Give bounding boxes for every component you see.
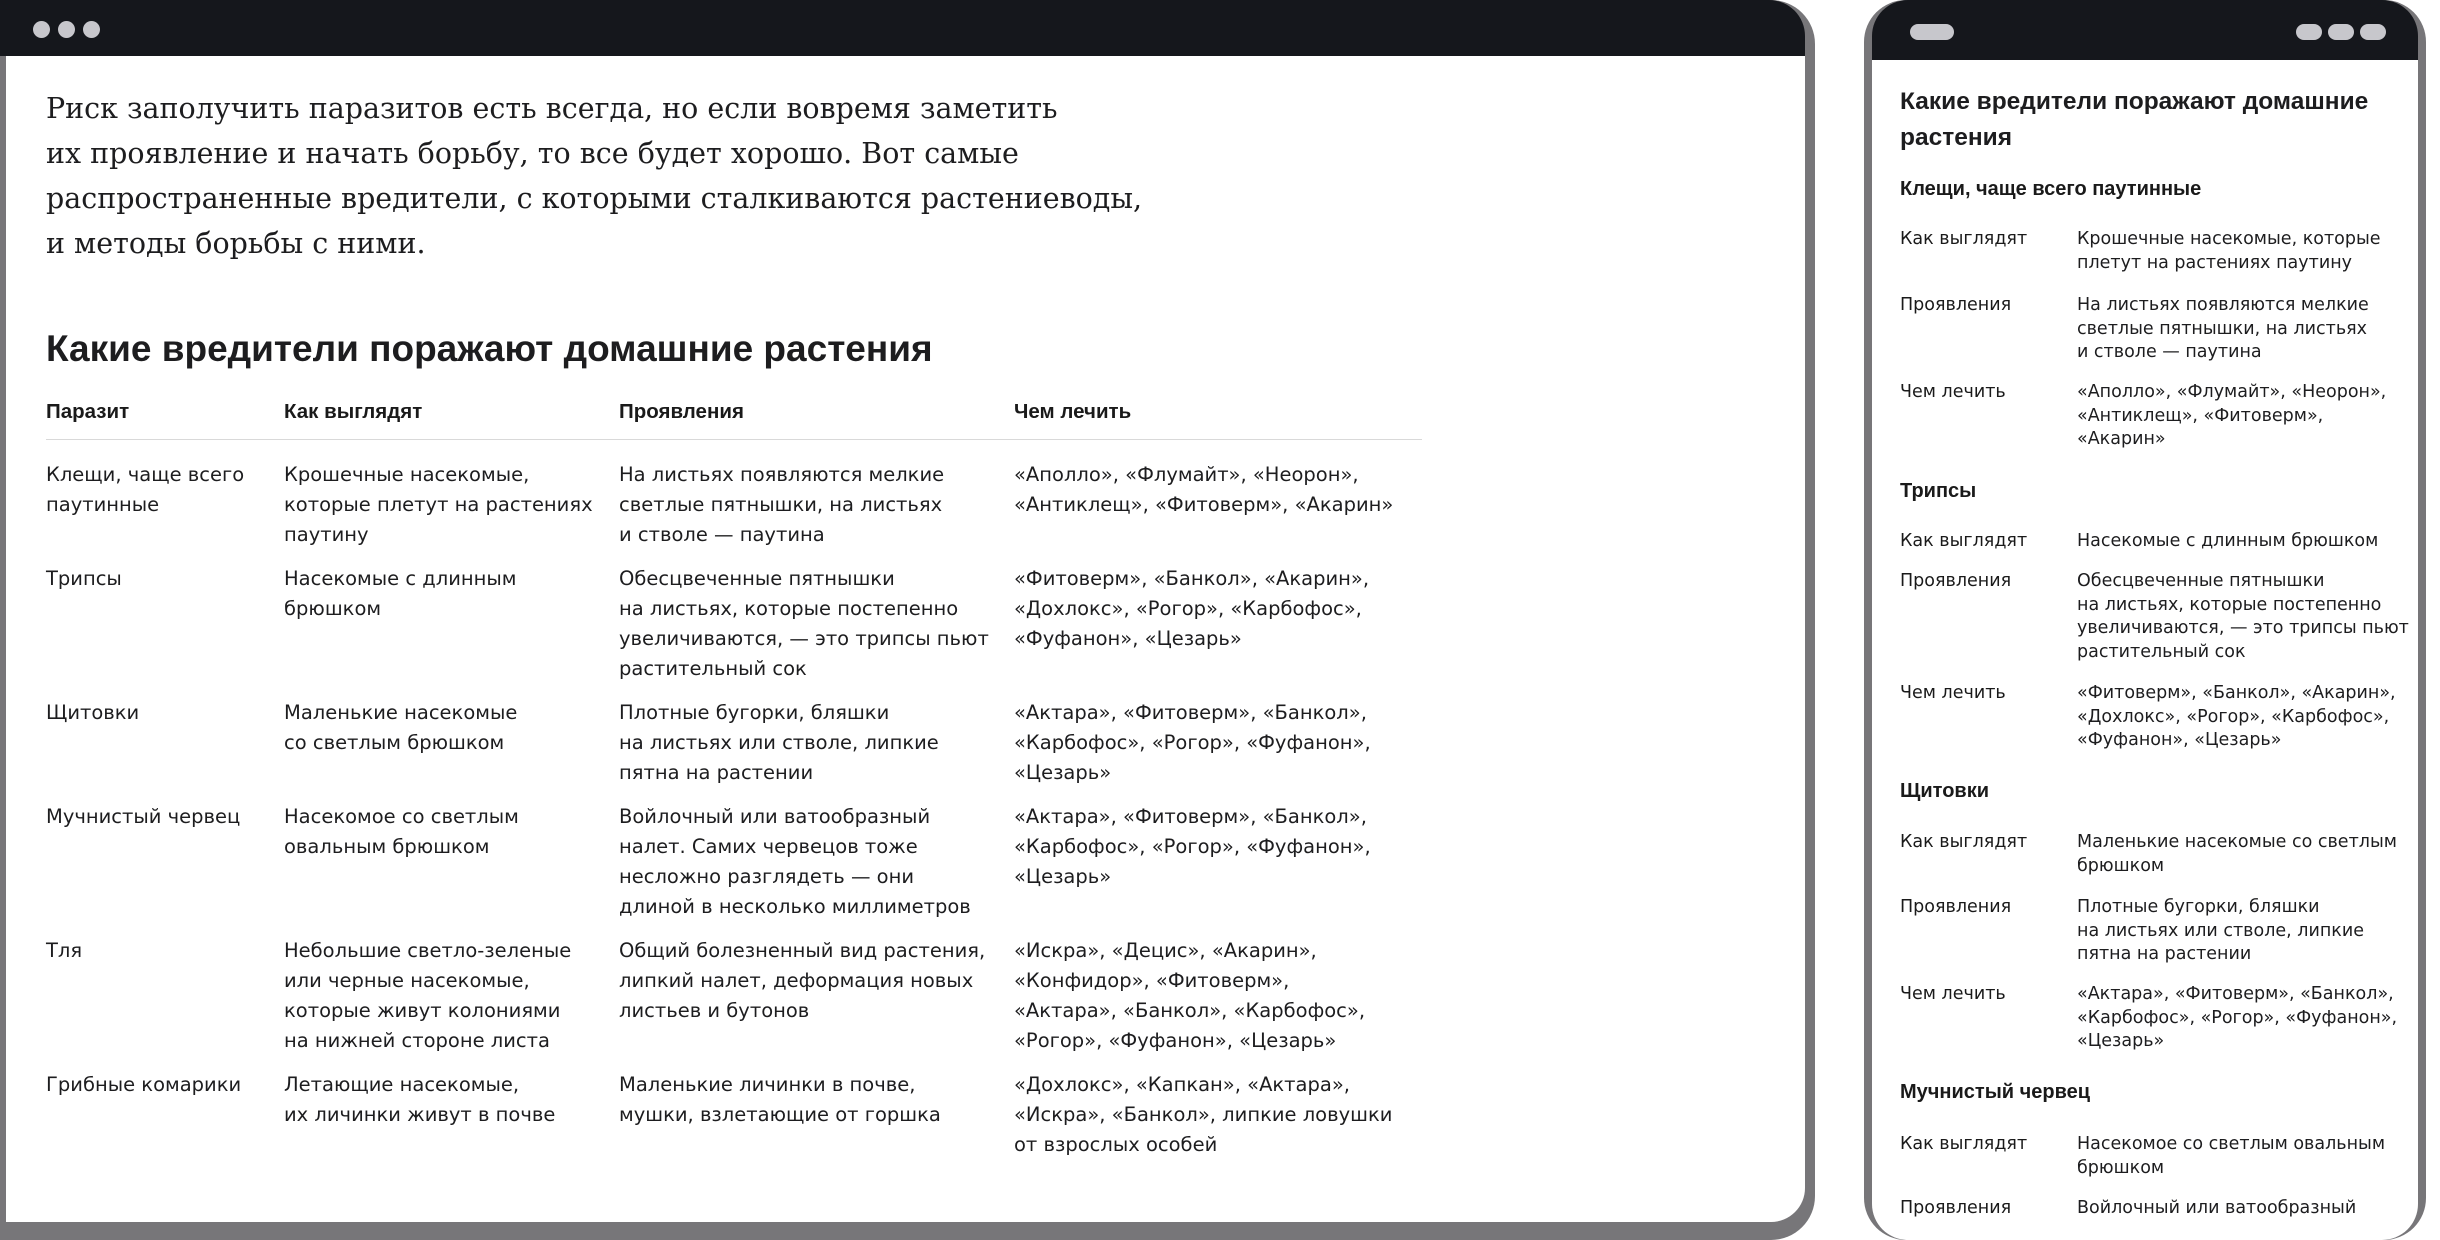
cell-text-line: Крошечные насекомые, bbox=[284, 463, 530, 486]
cell-text-line: брюшком bbox=[284, 597, 382, 620]
mobile-value-line: На листьях появляются мелкие bbox=[2077, 295, 2369, 315]
mobile-value bbox=[2077, 381, 2407, 452]
mobile-value-line: «Цезарь» bbox=[2077, 1031, 2165, 1051]
mobile-value bbox=[2077, 831, 2407, 878]
mobile-title-line: Какие вредители поражают домашние bbox=[1900, 88, 2369, 115]
cell-text-line: «Фитоверм», «Банкол», «Акарин», bbox=[1014, 567, 1370, 590]
mobile-title-line: растения bbox=[1900, 124, 2012, 151]
cell-text-line: «Аполло», «Флумайт», «Неорон», bbox=[1014, 463, 1359, 486]
cell-text-line: Общий болезненный вид растения, bbox=[619, 939, 986, 962]
mobile-value-line: увеличиваются, — это трипсы пьют bbox=[2077, 618, 2409, 638]
cell-text-line: Обесцвеченные пятнышки bbox=[619, 567, 895, 590]
cell-text-line: «Искра», «Децис», «Акарин», bbox=[1014, 939, 1317, 962]
mobile-value-line: Войлочный или ватообразный bbox=[2077, 1198, 2357, 1218]
mobile-label-symptoms: Проявления bbox=[1900, 1198, 2012, 1218]
mobile-value-line: «Акарин» bbox=[2077, 429, 2166, 449]
cell-treatment bbox=[1014, 802, 1371, 892]
intro-line: их проявление и начать борьбу, то все будет хорошо. Вот самые bbox=[46, 137, 1019, 170]
cell-treatment bbox=[1014, 1070, 1392, 1160]
mobile-value-line: брюшком bbox=[2077, 1157, 2165, 1178]
mobile-dot-icon bbox=[2360, 24, 2386, 40]
intro-line: распространенные вредители, с которыми сталкиваются растениеводы, bbox=[46, 182, 1143, 215]
cell-treatment bbox=[1014, 698, 1371, 788]
cell-text-line: «Актара», «Фитоверм», «Банкол», bbox=[1014, 805, 1367, 828]
mobile-value-line: на листьях или стволе, липкие bbox=[2077, 920, 2364, 941]
cell-text-line: налет. Самих червецов тоже bbox=[619, 835, 918, 858]
intro-paragraph bbox=[46, 86, 1143, 266]
intro-line: и методы борьбы с ними. bbox=[46, 227, 426, 260]
mobile-page-title bbox=[1900, 84, 2400, 156]
mobile-value-line: Плотные бугорки, бляшки bbox=[2077, 897, 2320, 917]
cell-appearance bbox=[284, 698, 517, 758]
mobile-dot-icon bbox=[2296, 24, 2322, 40]
mobile-label-symptoms: Проявления bbox=[1900, 295, 2012, 315]
mobile-pest-heading: Щитовки bbox=[1900, 780, 1990, 802]
mobile-label-symptoms: Проявления bbox=[1900, 571, 2012, 591]
mobile-value-line: растительный сок bbox=[2077, 641, 2246, 662]
cell-text-line: на нижней стороне листа bbox=[284, 1029, 550, 1052]
mobile-value-line: Обесцвеченные пятнышки bbox=[2077, 571, 2325, 591]
mobile-value-line: Маленькие насекомые со светлым bbox=[2077, 832, 2397, 852]
cell-text-line: Тля bbox=[46, 939, 83, 962]
cell-text-line: Войлочный или ватообразный bbox=[619, 805, 931, 828]
mobile-label-appearance: Как выглядят bbox=[1900, 1134, 2028, 1154]
cell-text-line: светлые пятнышки, на листьях bbox=[619, 493, 943, 516]
desktop-title-bar bbox=[0, 0, 1805, 56]
cell-text-line: «Дохлокс», «Рогор», «Карбофос», bbox=[1014, 597, 1362, 620]
cell-treatment bbox=[1014, 564, 1369, 654]
mobile-value bbox=[2077, 896, 2407, 967]
cell-treatment bbox=[1014, 936, 1365, 1056]
cell-text-line: Летающие насекомые, bbox=[284, 1073, 520, 1096]
mobile-value bbox=[2077, 983, 2407, 1054]
intro-line: Риск заполучить паразитов есть всегда, но если вовремя заметить bbox=[46, 92, 1058, 125]
cell-text-line: Клещи, чаще всего bbox=[46, 463, 245, 486]
cell-text-line: Плотные бугорки, бляшки bbox=[619, 701, 890, 724]
mobile-value bbox=[2077, 1197, 2407, 1221]
cell-symptoms bbox=[619, 698, 939, 788]
mobile-page bbox=[1872, 60, 2418, 1240]
cell-text-line: На листьях появляются мелкие bbox=[619, 463, 945, 486]
cell-text-line: «Цезарь» bbox=[1014, 865, 1112, 888]
mobile-value bbox=[2077, 530, 2407, 554]
mobile-label-appearance: Как выглядят bbox=[1900, 832, 2028, 852]
mobile-label-symptoms: Проявления bbox=[1900, 897, 2012, 917]
mobile-value-line: «Антиклещ», «Фитоверм», bbox=[2077, 405, 2324, 426]
mobile-value-line: Насекомые с длинным брюшком bbox=[2077, 531, 2379, 551]
cell-parasite bbox=[46, 698, 139, 728]
cell-text-line: «Карбофос», «Рогор», «Фуфанон», bbox=[1014, 731, 1371, 754]
cell-text-line: растительный сок bbox=[619, 657, 807, 680]
cell-text-line: «Цезарь» bbox=[1014, 761, 1112, 784]
cell-parasite bbox=[46, 1070, 241, 1100]
cell-text-line: «Фуфанон», «Цезарь» bbox=[1014, 627, 1242, 650]
mobile-value bbox=[2077, 228, 2407, 275]
mobile-label-appearance: Как выглядят bbox=[1900, 229, 2028, 249]
cell-text-line: «Конфидор», «Фитоверм», bbox=[1014, 969, 1290, 992]
mobile-pest-heading: Мучнистый червец bbox=[1900, 1081, 2091, 1103]
cell-appearance bbox=[284, 802, 519, 862]
cell-symptoms bbox=[619, 802, 971, 922]
mobile-value bbox=[2077, 682, 2407, 753]
cell-parasite bbox=[46, 936, 82, 966]
cell-text-line: Маленькие личинки в почве, bbox=[619, 1073, 916, 1096]
cell-text-line: «Актара», «Фитоверм», «Банкол», bbox=[1014, 701, 1367, 724]
mobile-device-frame bbox=[1864, 0, 2426, 1240]
cell-text-line: «Актара», «Банкол», «Карбофос», bbox=[1014, 999, 1366, 1022]
mobile-label-treatment: Чем лечить bbox=[1900, 984, 2006, 1004]
column-header-treatment: Чем лечить bbox=[1014, 400, 1132, 423]
cell-text-line: на листьях, которые постепенно bbox=[619, 597, 959, 620]
cell-text-line: Щитовки bbox=[46, 701, 140, 724]
mobile-value-line: Крошечные насекомые, которые bbox=[2077, 229, 2381, 249]
pests-table bbox=[46, 396, 1422, 1156]
column-header-appearance: Как выглядят bbox=[284, 400, 423, 423]
window-close-dot-icon[interactable] bbox=[33, 21, 50, 38]
cell-appearance bbox=[284, 564, 517, 624]
mobile-value-line: Насекомое со светлым овальным bbox=[2077, 1134, 2386, 1154]
cell-parasite bbox=[46, 802, 240, 832]
cell-text-line: липкий налет, деформация новых bbox=[619, 969, 974, 992]
mobile-value-line: «Фитоверм», «Банкол», «Акарин», bbox=[2077, 683, 2396, 703]
cell-text-line: паутинные bbox=[46, 493, 160, 516]
cell-symptoms bbox=[619, 1070, 941, 1130]
cell-treatment bbox=[1014, 460, 1393, 520]
cell-text-line: «Карбофос», «Рогор», «Фуфанон», bbox=[1014, 835, 1371, 858]
mobile-pest-heading: Клещи, чаще всего паутинные bbox=[1900, 178, 2202, 200]
cell-text-line: Грибные комарики bbox=[46, 1073, 242, 1096]
cell-text-line: увеличиваются, — это трипсы пьют bbox=[619, 627, 989, 650]
cell-text-line: Насекомые с длинным bbox=[284, 567, 517, 590]
cell-text-line: мушки, взлетающие от горшка bbox=[619, 1103, 941, 1126]
mobile-value-line: и стволе — паутина bbox=[2077, 342, 2262, 362]
mobile-value-line: светлые пятнышки, на листьях bbox=[2077, 318, 2368, 339]
cell-appearance bbox=[284, 460, 593, 550]
table-header-row bbox=[46, 396, 1422, 440]
mobile-value-line: на листьях, которые постепенно bbox=[2077, 594, 2382, 615]
mobile-label-treatment: Чем лечить bbox=[1900, 683, 2006, 703]
mobile-value-line: «Аполло», «Флумайт», «Неорон», bbox=[2077, 382, 2387, 402]
cell-symptoms bbox=[619, 936, 985, 1026]
cell-text-line: Насекомое со светлым bbox=[284, 805, 519, 828]
cell-text-line: Небольшие светло-зеленые bbox=[284, 939, 572, 962]
cell-text-line: листьев и бутонов bbox=[619, 999, 810, 1022]
column-header-symptoms: Проявления bbox=[619, 400, 744, 423]
mobile-value-line: «Дохлокс», «Рогор», «Карбофос», bbox=[2077, 706, 2390, 727]
cell-text-line: которые живут колониями bbox=[284, 999, 561, 1022]
cell-text-line: и стволе — паутина bbox=[619, 523, 825, 546]
cell-text-line: несложно разглядеть — они bbox=[619, 865, 915, 888]
cell-appearance bbox=[284, 1070, 555, 1130]
cell-text-line: «Дохлокс», «Капкан», «Актара», bbox=[1014, 1073, 1350, 1096]
mobile-value-line: пятна на растении bbox=[2077, 944, 2252, 964]
mobile-pest-heading: Трипсы bbox=[1900, 480, 1977, 502]
window-minimize-dot-icon[interactable] bbox=[58, 21, 75, 38]
mobile-value-line: «Фуфанон», «Цезарь» bbox=[2077, 730, 2282, 750]
cell-parasite bbox=[46, 460, 244, 520]
mobile-value bbox=[2077, 1133, 2407, 1180]
window-maximize-dot-icon[interactable] bbox=[83, 21, 100, 38]
cell-text-line: со светлым брюшком bbox=[284, 731, 505, 754]
cell-text-line: Маленькие насекомые bbox=[284, 701, 518, 724]
mobile-value-line: плетут на растениях паутину bbox=[2077, 252, 2352, 273]
cell-text-line: паутину bbox=[284, 523, 369, 546]
cell-text-line: от взрослых особей bbox=[1014, 1133, 1218, 1156]
pests-section-heading: Какие вредители поражают домашние растения bbox=[46, 328, 933, 369]
cell-text-line: овальным брюшком bbox=[284, 835, 490, 858]
cell-text-line: «Антиклещ», «Фитоверм», «Акарин» bbox=[1014, 493, 1394, 516]
mobile-value bbox=[2077, 570, 2407, 664]
mobile-label-treatment: Чем лечить bbox=[1900, 382, 2006, 402]
cell-text-line: «Искра», «Банкол», липкие ловушки bbox=[1014, 1103, 1393, 1126]
cell-text-line: длиной в несколько миллиметров bbox=[619, 895, 971, 918]
column-header-parasite: Паразит bbox=[46, 400, 130, 423]
cell-text-line: на листьях или стволе, липкие bbox=[619, 731, 939, 754]
mobile-value-line: брюшком bbox=[2077, 855, 2165, 876]
cell-text-line: «Рогор», «Фуфанон», «Цезарь» bbox=[1014, 1029, 1337, 1052]
mobile-value-line: «Карбофос», «Рогор», «Фуфанон», bbox=[2077, 1007, 2398, 1028]
mobile-value-line: «Актара», «Фитоверм», «Банкол», bbox=[2077, 984, 2394, 1004]
cell-symptoms bbox=[619, 460, 944, 550]
cell-text-line: пятна на растении bbox=[619, 761, 814, 784]
cell-text-line: Мучнистый червец bbox=[46, 805, 241, 828]
cell-text-line: которые плетут на растениях bbox=[284, 493, 593, 516]
cell-text-line: Трипсы bbox=[46, 567, 122, 590]
mobile-dot-icon bbox=[2328, 24, 2354, 40]
cell-parasite bbox=[46, 564, 122, 594]
mobile-value bbox=[2077, 294, 2407, 365]
cell-text-line: или черные насекомые, bbox=[284, 969, 530, 992]
mobile-label-appearance: Как выглядят bbox=[1900, 531, 2028, 551]
mobile-menu-pill-icon[interactable] bbox=[1910, 24, 1954, 40]
cell-symptoms bbox=[619, 564, 989, 684]
mobile-status-bar bbox=[1872, 0, 2418, 60]
cell-appearance bbox=[284, 936, 571, 1056]
desktop-page bbox=[6, 56, 1805, 1222]
cell-text-line: их личинки живут в почве bbox=[284, 1103, 556, 1126]
